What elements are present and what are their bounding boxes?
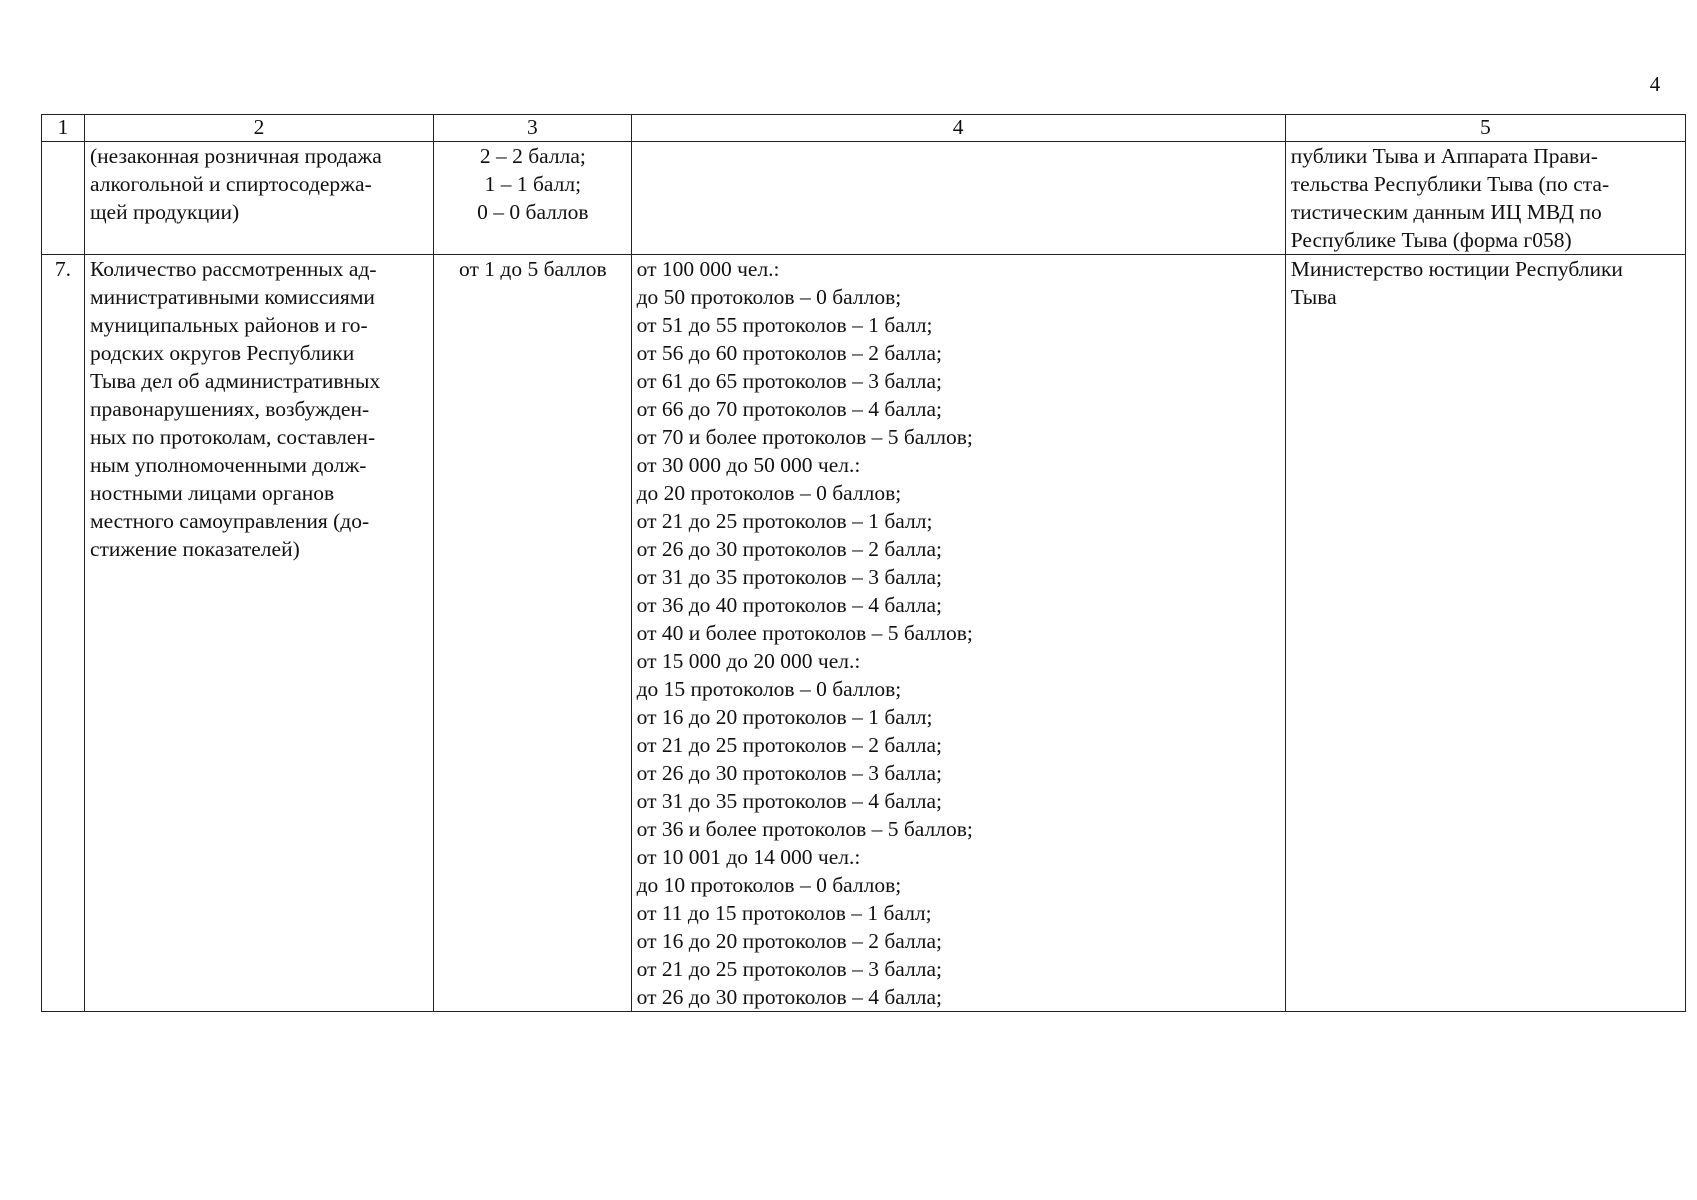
cell-text-line: (незаконная розничная продажа	[89, 144, 382, 168]
row-number-cell	[42, 142, 85, 255]
cell-text-line: Тыва дел об административных	[89, 369, 381, 393]
criteria-cell	[631, 255, 1285, 1012]
cell-text-line: от 40 и более протоколов – 5 баллов;	[636, 621, 973, 645]
cell-text-line: от 21 до 25 протоколов – 3 балла;	[636, 957, 942, 981]
cell-text-line: тельства Республики Тыва (по ста-	[1290, 172, 1610, 196]
cell-text-line: от 56 до 60 протоколов – 2 балла;	[636, 341, 942, 365]
cell-text-line: 0 – 0 баллов	[477, 200, 589, 224]
cell-text-line: ным уполномоченными долж-	[89, 453, 367, 477]
cell-text-line: публики Тыва и Аппарата Прави-	[1290, 144, 1598, 168]
cell-text-line: 2 – 2 балла;	[479, 144, 586, 168]
cell-text-line: министративными комиссиями	[89, 285, 375, 309]
cell-text-line: местного самоуправления (до-	[89, 509, 370, 533]
column-header-2: 2	[84, 115, 433, 142]
cell-text-line: муниципальных районов и го-	[89, 313, 368, 337]
cell-text-line: от 66 до 70 протоколов – 4 балла;	[636, 397, 942, 421]
cell-text-line: Республике Тыва (форма г058)	[1290, 228, 1572, 252]
cell-text-line: Министерство юстиции Республики	[1290, 257, 1623, 281]
cell-text-line: Тыва	[1290, 285, 1337, 309]
row-number-cell: 7.	[42, 255, 85, 1012]
indicator-cell	[84, 255, 433, 1012]
column-header-5: 5	[1285, 115, 1685, 142]
cell-text-line: от 16 до 20 протоколов – 2 балла;	[636, 929, 942, 953]
cell-text-line: от 26 до 30 протоколов – 2 балла;	[636, 537, 942, 561]
score-cell	[434, 142, 632, 255]
cell-text-line: от 1 до 5 баллов	[459, 257, 607, 281]
column-header-3: 3	[434, 115, 632, 142]
table-header-row	[42, 115, 1686, 142]
cell-text-line: от 30 000 до 50 000 чел.:	[636, 453, 861, 477]
cell-text-line: до 50 протоколов – 0 баллов;	[636, 285, 902, 309]
cell-text-line: от 21 до 25 протоколов – 1 балл;	[636, 509, 933, 533]
column-header-4: 4	[631, 115, 1285, 142]
cell-text-line: от 31 до 35 протоколов – 4 балла;	[636, 789, 942, 813]
cell-text-line: от 36 до 40 протоколов – 4 балла;	[636, 593, 942, 617]
score-cell	[434, 255, 632, 1012]
cell-text-line: от 36 и более протоколов – 5 баллов;	[636, 817, 973, 841]
cell-text-line: от 100 000 чел.:	[636, 257, 780, 281]
page-number: 4	[1649, 72, 1661, 96]
criteria-table	[41, 114, 1686, 1012]
cell-text-line: родских округов Республики	[89, 341, 355, 365]
cell-text-line: тистическим данным ИЦ МВД по	[1290, 200, 1602, 224]
table-row-7	[42, 255, 1686, 1012]
cell-text-line: от 51 до 55 протоколов – 1 балл;	[636, 313, 933, 337]
cell-text-line: алкогольной и спиртосодержа-	[89, 172, 372, 196]
cell-text-line: от 26 до 30 протоколов – 3 балла;	[636, 761, 942, 785]
table-row-continued	[42, 142, 1686, 255]
cell-text-line: стижение показателей)	[89, 537, 300, 561]
indicator-cell	[84, 142, 433, 255]
cell-text-line: Количество рассмотренных ад-	[89, 257, 377, 281]
cell-text-line: от 15 000 до 20 000 чел.:	[636, 649, 861, 673]
cell-text-line: от 16 до 20 протоколов – 1 балл;	[636, 705, 933, 729]
cell-text-line: правонарушениях, возбужден-	[89, 397, 370, 421]
cell-text-line: от 26 до 30 протоколов – 4 балла;	[636, 985, 942, 1009]
cell-text-line: 1 – 1 балл;	[484, 172, 582, 196]
cell-text-line: до 20 протоколов – 0 баллов;	[636, 481, 902, 505]
cell-text-line: от 61 до 65 протоколов – 3 балла;	[636, 369, 942, 393]
cell-text-line: от 21 до 25 протоколов – 2 балла;	[636, 733, 942, 757]
cell-text-line: от 11 до 15 протоколов – 1 балл;	[636, 901, 932, 925]
source-cell	[1285, 255, 1685, 1012]
cell-text-line: от 10 001 до 14 000 чел.:	[636, 845, 861, 869]
cell-text-line: до 15 протоколов – 0 баллов;	[636, 677, 902, 701]
criteria-cell	[631, 142, 1285, 255]
cell-text-line: ных по протоколам, составлен-	[89, 425, 376, 449]
cell-text-line: до 10 протоколов – 0 баллов;	[636, 873, 902, 897]
cell-text-line: от 31 до 35 протоколов – 3 балла;	[636, 565, 942, 589]
cell-text-line: щей продукции)	[89, 200, 240, 224]
column-header-1: 1	[42, 115, 85, 142]
source-cell	[1285, 142, 1685, 255]
cell-text-line: от 70 и более протоколов – 5 баллов;	[636, 425, 973, 449]
cell-text-line: ностными лицами органов	[89, 481, 335, 505]
